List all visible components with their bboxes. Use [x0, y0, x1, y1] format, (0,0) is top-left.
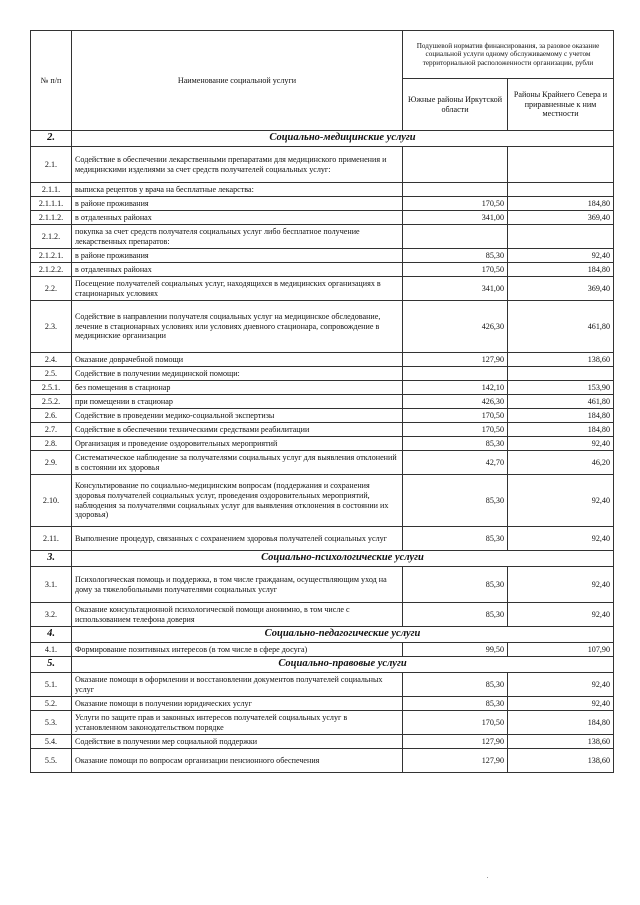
row-number: 5.1.	[31, 673, 72, 697]
row-number: 2.11.	[31, 527, 72, 551]
row-service-name: Организация и проведение оздоровительных мероприятий	[72, 437, 403, 451]
table-row	[31, 409, 614, 423]
row-south-price: 170,50	[403, 409, 508, 423]
row-number: 5.3.	[31, 711, 72, 735]
section-title: Социально-психологические услуги	[72, 551, 614, 567]
tariff-table	[30, 30, 614, 773]
row-service-name: в районе проживания	[72, 197, 403, 211]
row-south-price: 426,30	[403, 301, 508, 353]
row-north-price: 184,80	[508, 197, 614, 211]
row-south-price: 85,30	[403, 673, 508, 697]
row-number: 2.10.	[31, 475, 72, 527]
row-number: 2.5.	[31, 367, 72, 381]
row-south-price: 170,50	[403, 423, 508, 437]
table-row	[31, 183, 614, 197]
row-service-name: Консультирование по социально-медицинским вопросам (поддержания и сохранения здоровья получателей социальных услуг, проведения оздоровительных мероприятий, наблюдения за получателями социальных услуг для выявления отклонения в состоянии их здоровья)	[72, 475, 403, 527]
row-service-name: Содействие в получении медицинской помощи:	[72, 367, 403, 381]
row-number: 2.2.	[31, 277, 72, 301]
row-south-price: 127,90	[403, 353, 508, 367]
row-south-price: 85,30	[403, 437, 508, 451]
section-row	[31, 657, 614, 673]
table-row	[31, 249, 614, 263]
row-service-name: Услуги по защите прав и законных интересов получателей социальных услуг в установленном законодательством порядке	[72, 711, 403, 735]
table-row	[31, 527, 614, 551]
row-number: 5.4.	[31, 735, 72, 749]
row-service-name: Психологическая помощь и поддержка, в том числе гражданам, осуществляющим уход на дому за тяжелобольными получателями социальных услуг	[72, 567, 403, 603]
row-service-name: Оказание консультационной психологической помощи анонимно, в том числе с использованием телефона доверия	[72, 603, 403, 627]
row-south-price: 85,30	[403, 697, 508, 711]
row-north-price	[508, 225, 614, 249]
table-row	[31, 643, 614, 657]
row-service-name: в районе проживания	[72, 249, 403, 263]
row-south-price	[403, 225, 508, 249]
row-service-name: покупка за счет средств получателя социальных услуг либо бесплатное получение лекарственных препаратов:	[72, 225, 403, 249]
row-north-price: 184,80	[508, 711, 614, 735]
row-number: 2.9.	[31, 451, 72, 475]
row-number: 4.1.	[31, 643, 72, 657]
row-north-price: 138,60	[508, 735, 614, 749]
table-row	[31, 197, 614, 211]
row-service-name: Содействие в обеспечении техническими средствами реабилитации	[72, 423, 403, 437]
table-row	[31, 395, 614, 409]
row-north-price: 461,80	[508, 301, 614, 353]
row-north-price	[508, 183, 614, 197]
row-number: 2.1.	[31, 147, 72, 183]
row-north-price	[508, 367, 614, 381]
header-norm: Подушевой норматив финансирования, за разовое оказание социальной услуги одному обслуживаемому с учетом территориальной расположенности организации, рубли	[403, 31, 614, 79]
row-service-name: Систематическое наблюдение за получателями социальных услуг для выявления отклонений в состоянии их здоровья	[72, 451, 403, 475]
row-north-price	[508, 147, 614, 183]
header-row	[31, 31, 614, 79]
table-row	[31, 211, 614, 225]
row-number: 2.1.1.2.	[31, 211, 72, 225]
row-service-name: Содействие в получении мер социальной поддержки	[72, 735, 403, 749]
row-south-price: 341,00	[403, 277, 508, 301]
row-number: 3.2.	[31, 603, 72, 627]
row-south-price	[403, 147, 508, 183]
section-title: Социально-медицинские услуги	[72, 131, 614, 147]
row-north-price: 184,80	[508, 263, 614, 277]
row-north-price: 369,40	[508, 211, 614, 225]
row-north-price: 92,40	[508, 437, 614, 451]
row-number: 2.1.2.	[31, 225, 72, 249]
table-row	[31, 475, 614, 527]
section-number: 2.	[31, 131, 72, 147]
row-number: 2.6.	[31, 409, 72, 423]
row-south-price: 127,90	[403, 749, 508, 773]
row-north-price: 461,80	[508, 395, 614, 409]
row-north-price: 92,40	[508, 567, 614, 603]
row-north-price: 92,40	[508, 673, 614, 697]
row-south-price: 85,30	[403, 603, 508, 627]
row-number: 2.3.	[31, 301, 72, 353]
row-south-price: 170,50	[403, 711, 508, 735]
table-row	[31, 735, 614, 749]
row-service-name: Выполнение процедур, связанных с сохранением здоровья получателей социальных услуг	[72, 527, 403, 551]
table-row	[31, 423, 614, 437]
table-row	[31, 381, 614, 395]
section-title: Социально-педагогические услуги	[72, 627, 614, 643]
row-service-name: Оказание помощи в получении юридических услуг	[72, 697, 403, 711]
row-service-name: выписка рецептов у врача на бесплатные лекарства:	[72, 183, 403, 197]
scan-speck	[487, 877, 488, 878]
table-row	[31, 603, 614, 627]
table-row	[31, 353, 614, 367]
row-south-price: 170,50	[403, 197, 508, 211]
section-row	[31, 551, 614, 567]
row-south-price: 85,30	[403, 475, 508, 527]
table-row	[31, 367, 614, 381]
row-south-price: 85,30	[403, 567, 508, 603]
table-row	[31, 263, 614, 277]
row-south-price: 99,50	[403, 643, 508, 657]
table-row	[31, 147, 614, 183]
row-north-price: 92,40	[508, 475, 614, 527]
row-north-price: 92,40	[508, 603, 614, 627]
row-service-name: Содействие в обеспечении лекарственными препаратами для медицинского применения и медицинскими изделиями за счет средств получателей социальных услуг:	[72, 147, 403, 183]
row-south-price: 142,10	[403, 381, 508, 395]
row-service-name: Содействие в проведении медико-социальной экспертизы	[72, 409, 403, 423]
row-north-price: 138,60	[508, 353, 614, 367]
row-number: 2.5.1.	[31, 381, 72, 395]
row-service-name: Посещение получателей социальных услуг, находящихся в медицинских организациях в стационарных условиях	[72, 277, 403, 301]
row-north-price: 92,40	[508, 249, 614, 263]
row-south-price: 426,30	[403, 395, 508, 409]
row-number: 5.5.	[31, 749, 72, 773]
section-number: 3.	[31, 551, 72, 567]
row-service-name: в отдаленных районах	[72, 263, 403, 277]
row-north-price: 138,60	[508, 749, 614, 773]
table-row	[31, 437, 614, 451]
table-row	[31, 749, 614, 773]
row-number: 2.1.2.1.	[31, 249, 72, 263]
row-service-name: Содействие в направлении получателя социальных услуг на медицинское обследование, лечение в стационарных условиях или условиях дневного стационара, сопровождение в медицинские организации	[72, 301, 403, 353]
row-south-price	[403, 183, 508, 197]
row-service-name: Оказание доврачебной помощи	[72, 353, 403, 367]
row-number: 2.8.	[31, 437, 72, 451]
row-north-price: 184,80	[508, 409, 614, 423]
table-row	[31, 697, 614, 711]
header-south: Южные районы Иркутской области	[403, 79, 508, 131]
row-south-price: 341,00	[403, 211, 508, 225]
section-row	[31, 627, 614, 643]
table-row	[31, 711, 614, 735]
row-number: 2.7.	[31, 423, 72, 437]
row-number: 2.4.	[31, 353, 72, 367]
row-south-price: 85,30	[403, 527, 508, 551]
row-south-price: 42,70	[403, 451, 508, 475]
row-number: 3.1.	[31, 567, 72, 603]
row-service-name: без помещения в стационар	[72, 381, 403, 395]
row-north-price: 92,40	[508, 527, 614, 551]
row-service-name: Оказание помощи по вопросам организации пенсионного обеспечения	[72, 749, 403, 773]
row-number: 2.1.1.	[31, 183, 72, 197]
header-number: № п/п	[31, 31, 72, 131]
section-number: 5.	[31, 657, 72, 673]
row-south-price	[403, 367, 508, 381]
section-title: Социально-правовые услуги	[72, 657, 614, 673]
table-row	[31, 301, 614, 353]
row-north-price: 46,20	[508, 451, 614, 475]
row-number: 2.1.2.2.	[31, 263, 72, 277]
row-number: 2.1.1.1.	[31, 197, 72, 211]
header-service-name: Наименование социальной услуги	[72, 31, 403, 131]
table-row	[31, 225, 614, 249]
table-row	[31, 567, 614, 603]
row-south-price: 170,50	[403, 263, 508, 277]
row-number: 2.5.2.	[31, 395, 72, 409]
table-row	[31, 673, 614, 697]
table-row	[31, 451, 614, 475]
row-north-price: 107,90	[508, 643, 614, 657]
header-north: Районы Крайнего Севера и приравненные к ним местности	[508, 79, 614, 131]
row-service-name: при помещении в стационар	[72, 395, 403, 409]
row-number: 5.2.	[31, 697, 72, 711]
row-service-name: Оказание помощи в оформлении и восстановлении документов получателей социальных услуг	[72, 673, 403, 697]
row-north-price: 184,80	[508, 423, 614, 437]
row-south-price: 127,90	[403, 735, 508, 749]
section-number: 4.	[31, 627, 72, 643]
row-service-name: Формирование позитивных интересов (в том числе в сфере досуга)	[72, 643, 403, 657]
row-north-price: 92,40	[508, 697, 614, 711]
row-north-price: 369,40	[508, 277, 614, 301]
row-north-price: 153,90	[508, 381, 614, 395]
table-row	[31, 277, 614, 301]
row-south-price: 85,30	[403, 249, 508, 263]
section-row	[31, 131, 614, 147]
row-service-name: в отдаленных районах	[72, 211, 403, 225]
